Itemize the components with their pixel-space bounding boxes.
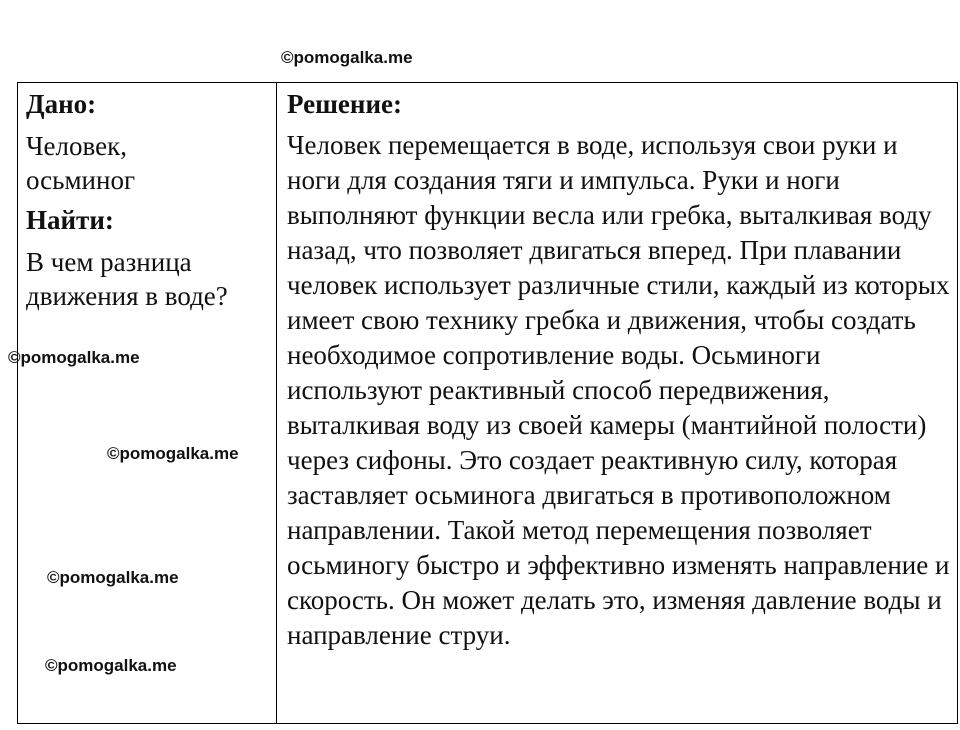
watermark: ©pomogalka.me <box>281 48 413 67</box>
watermark: ©pomogalka.me <box>8 348 140 367</box>
watermark: ©pomogalka.me <box>107 444 239 463</box>
solution-text: Человек перемещается в воде, используя свои руки и ноги для создания тяги и импульса. Руки и ноги выполняют функции весла или гребка, выталкивая воду назад, что позволяет двигаться вперед. При плавании человек использует различные стили, каждый из которых имеет свою технику гребка и движения, чтобы создать необходимое сопротивление воды. Осьминоги используют реактивный способ передвижения, выталкивая воду из своей камеры (мантийной полости) через сифоны. Это создает реактивную силу, которая заставляет осьминога двигаться в противоположном направлении. Такой метод перемещения позволяет осьминогу быстро и эффективно изменять направление и скорость. Он может делать это, изменяя давление воды и направление струи. <box>287 130 950 650</box>
problem-table <box>17 82 958 724</box>
find-text: В чем разница движения в воде? <box>26 247 228 311</box>
given-text: Человек, осьминог <box>26 131 136 195</box>
watermark: ©pomogalka.me <box>45 656 177 675</box>
given-heading: Дано: <box>26 89 97 119</box>
watermark: ©pomogalka.me <box>47 568 179 587</box>
solution-heading: Решение: <box>287 89 402 119</box>
column-divider <box>276 83 277 723</box>
solution-column <box>287 87 952 653</box>
given-find-column <box>26 87 272 319</box>
find-heading: Найти: <box>26 205 114 235</box>
